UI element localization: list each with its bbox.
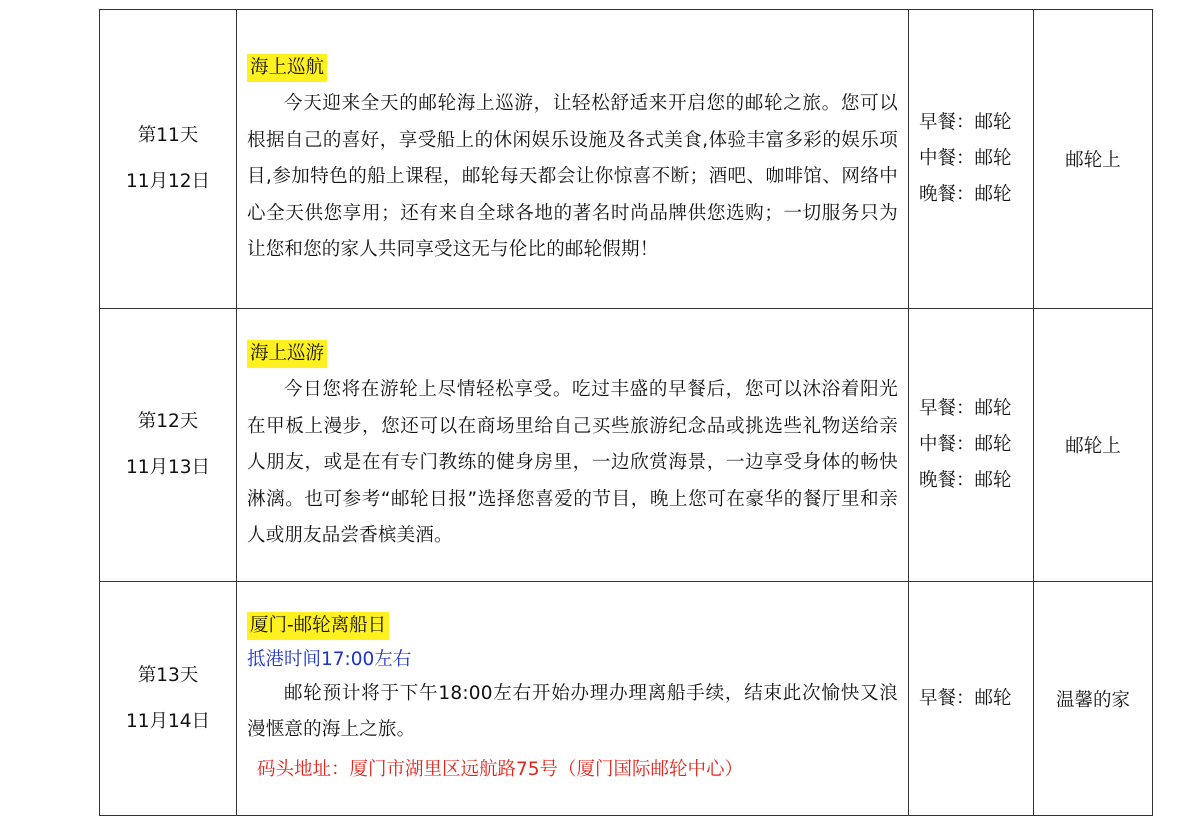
table-row (100, 582, 1153, 816)
day-title: 海上巡航 (247, 54, 327, 82)
day-description: 今日您将在游轮上尽情轻松享受。吃过丰盛的早餐后，您可以沐浴着阳光在甲板上漫步，您还可以在商场里给自己买些旅游纪念品或挑选些礼物送给亲人朋友，或是在有专门教练的健身房里，一边欣赏海景，一边享受身体的畅快淋漓。也可参考“邮轮日报”选择您喜爱的节目，晚上您可在豪华的餐厅里和亲人或朋友品尝香槟美酒。 (247, 379, 898, 547)
itinerary-table (99, 9, 1153, 816)
day-label: 第13天 (137, 664, 199, 686)
meals-cell (909, 10, 1034, 309)
description-cell (237, 582, 909, 816)
date-label: 11月14日 (125, 710, 211, 732)
accommodation-cell: 邮轮上 (1034, 10, 1153, 309)
meal-lunch: 中餐：邮轮 (919, 434, 1012, 455)
table-row (100, 309, 1153, 582)
arrival-time: 抵港时间17:00左右 (247, 648, 412, 670)
meal-dinner: 晚餐：邮轮 (919, 470, 1012, 491)
accommodation-cell: 温馨的家 (1034, 582, 1153, 816)
day-description: 邮轮预计将于下午18:00左右开始办理办理离船手续，结束此次愉快又浪漫惬意的海上之旅。 (247, 682, 898, 740)
description-cell (237, 10, 909, 309)
date-label: 11月13日 (125, 457, 211, 478)
day-label: 第11天 (137, 125, 199, 146)
description-cell (237, 309, 909, 582)
meal-breakfast: 早餐：邮轮 (919, 398, 1012, 419)
meals-cell (909, 309, 1034, 582)
day-description: 今天迎来全天的邮轮海上巡游，让轻松舒适来开启您的邮轮之旅。您可以根据自己的喜好，享受船上的休闲娱乐设施及各式美食,体验丰富多彩的娱乐项目,参加特色的船上课程，邮轮每天都会让你惊喜不断；酒吧、咖啡馆、网络中心全天供您享用；还有来自全球各地的著名时尚品牌供您选购；一切服务只为让您和您的家人共同享受这无与伦比的邮轮假期！ (247, 93, 898, 261)
meal-lunch: 中餐：邮轮 (919, 148, 1012, 169)
day-title: 厦门-邮轮离船日 (247, 612, 389, 640)
day-cell (100, 582, 237, 816)
meal-breakfast: 早餐：邮轮 (919, 687, 1012, 709)
day-cell (100, 10, 237, 309)
meal-breakfast: 早餐：邮轮 (919, 112, 1012, 133)
accommodation-cell: 邮轮上 (1034, 309, 1153, 582)
day-title: 海上巡游 (247, 340, 327, 368)
day-label: 第12天 (137, 411, 199, 432)
meals-cell (909, 582, 1034, 816)
meal-dinner: 晚餐：邮轮 (919, 184, 1012, 205)
date-label: 11月12日 (125, 171, 211, 192)
table-row (100, 10, 1153, 309)
day-cell (100, 309, 237, 582)
pier-address: 码头地址：厦门市湖里区远航路75号（厦门国际邮轮中心） (257, 758, 744, 780)
